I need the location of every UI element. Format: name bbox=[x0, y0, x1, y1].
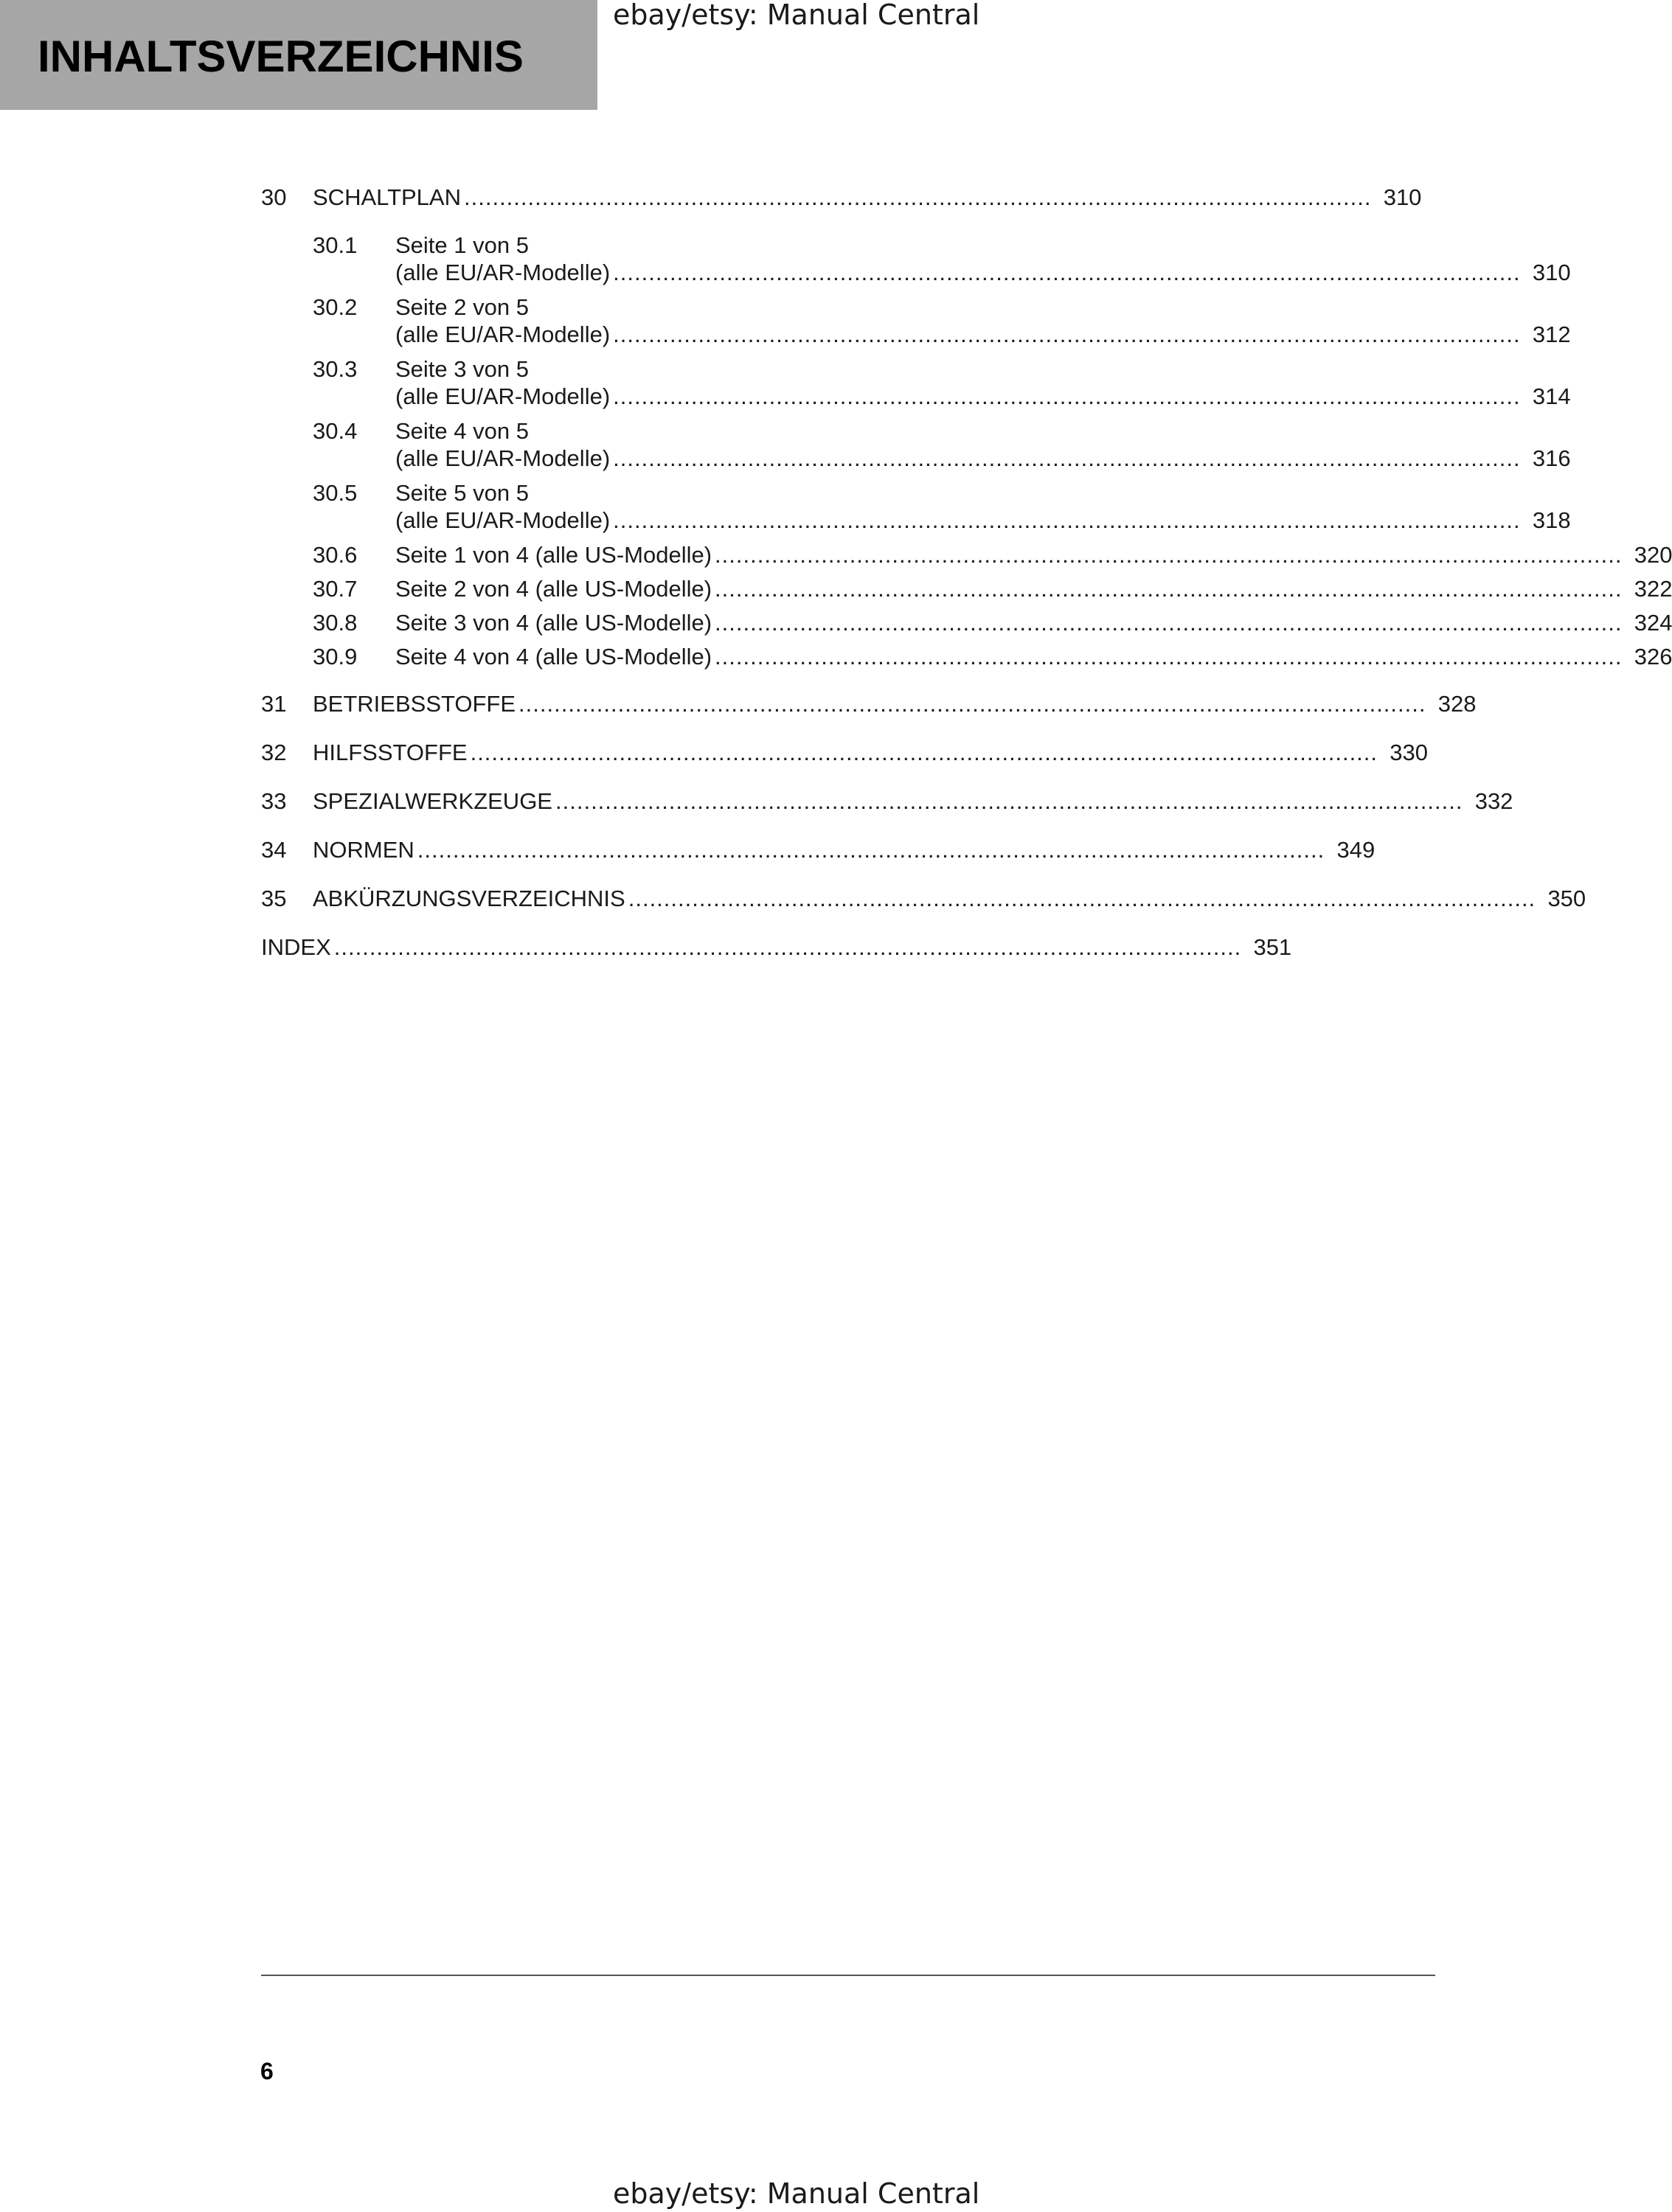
toc-entry-30-4-line1[interactable] bbox=[261, 417, 829, 446]
toc-entry-32[interactable] bbox=[261, 738, 1429, 768]
toc-leader-dots: ................................................................................................................................ bbox=[470, 740, 1378, 765]
toc-entry-30-9[interactable] bbox=[261, 642, 1672, 672]
toc-leader-dots: ................................................................................................................................ bbox=[613, 507, 1521, 533]
toc-page: 310 bbox=[1383, 184, 1422, 210]
toc-title-line1: Seite 3 von 5 bbox=[395, 356, 529, 382]
toc-page: 314 bbox=[1532, 383, 1571, 409]
toc-title-line1: Seite 5 von 5 bbox=[395, 480, 529, 506]
toc-number: 31 bbox=[261, 691, 287, 717]
toc-page: 316 bbox=[1532, 445, 1571, 471]
toc-entry-30[interactable] bbox=[261, 183, 1422, 212]
toc-leader-dots: ................................................................................................................................ bbox=[555, 788, 1463, 814]
toc-number: 34 bbox=[261, 837, 287, 863]
toc-title: Seite 2 von 4 (alle US-Modelle) bbox=[395, 576, 712, 602]
toc-number: 30.5 bbox=[313, 480, 358, 506]
toc-number: 30.4 bbox=[313, 418, 358, 444]
toc-number: 30.6 bbox=[313, 542, 358, 568]
toc-number: 30 bbox=[261, 184, 287, 210]
toc-title-line2: (alle EU/AR-Modelle) bbox=[395, 445, 611, 471]
toc-title: Seite 4 von 4 (alle US-Modelle) bbox=[395, 644, 712, 669]
toc-entry-30-4[interactable] bbox=[261, 444, 1571, 473]
toc-leader-dots: ................................................................................................................................ bbox=[333, 934, 1242, 960]
toc-title: INDEX bbox=[261, 934, 331, 960]
toc-entry-31[interactable] bbox=[261, 689, 1477, 719]
toc-title-line2: (alle EU/AR-Modelle) bbox=[395, 260, 611, 285]
toc-number: 30.3 bbox=[313, 356, 358, 382]
toc-number: 30.7 bbox=[313, 576, 358, 602]
toc-entry-30-5-line1[interactable] bbox=[261, 479, 829, 508]
toc-page: 322 bbox=[1634, 576, 1672, 602]
toc-page: 326 bbox=[1634, 644, 1672, 669]
toc-title-line2: (alle EU/AR-Modelle) bbox=[395, 321, 611, 347]
toc-number: 30.8 bbox=[313, 610, 358, 636]
toc-number: 35 bbox=[261, 886, 287, 911]
toc-title-line1: Seite 2 von 5 bbox=[395, 294, 529, 320]
toc-page: 328 bbox=[1437, 691, 1477, 717]
toc-title: HILFSSTOFFE bbox=[313, 740, 468, 765]
toc-leader-dots: ................................................................................................................................ bbox=[417, 837, 1325, 863]
toc-title: Seite 1 von 4 (alle US-Modelle) bbox=[395, 542, 712, 568]
toc-page: 350 bbox=[1547, 886, 1586, 911]
toc-page: 310 bbox=[1532, 260, 1571, 285]
toc-leader-dots: ................................................................................................................................ bbox=[613, 383, 1521, 409]
toc-leader-dots: ................................................................................................................................ bbox=[613, 321, 1521, 347]
toc-entry-30-8[interactable] bbox=[261, 608, 1672, 638]
toc-leader-dots: ................................................................................................................................ bbox=[628, 886, 1536, 911]
toc-entry-30-1-line1[interactable] bbox=[261, 231, 829, 260]
toc-leader-dots: ................................................................................................................................ bbox=[715, 644, 1623, 669]
toc-entry-index[interactable] bbox=[261, 933, 1292, 962]
toc-leader-dots: ................................................................................................................................ bbox=[715, 610, 1623, 636]
toc-entry-30-2-line1[interactable] bbox=[261, 293, 829, 322]
toc-title: Seite 3 von 4 (alle US-Modelle) bbox=[395, 610, 712, 636]
toc-number: 30.9 bbox=[313, 644, 358, 669]
toc-entry-30-6[interactable] bbox=[261, 540, 1672, 570]
toc-number: 33 bbox=[261, 788, 287, 814]
toc-leader-dots: ................................................................................................................................ bbox=[715, 542, 1623, 568]
toc-entry-34[interactable] bbox=[261, 835, 1376, 865]
page-number: 6 bbox=[260, 2058, 274, 2084]
toc-page: 312 bbox=[1532, 321, 1571, 347]
toc-title-line2: (alle EU/AR-Modelle) bbox=[395, 383, 611, 409]
toc-leader-dots: ................................................................................................................................ bbox=[613, 445, 1521, 471]
footer-divider bbox=[261, 1975, 1435, 1976]
toc-entry-33[interactable] bbox=[261, 787, 1513, 816]
toc-title: SCHALTPLAN bbox=[313, 184, 461, 210]
toc-page: 318 bbox=[1532, 507, 1571, 533]
toc-page: 332 bbox=[1474, 788, 1513, 814]
toc-page: 349 bbox=[1336, 837, 1376, 863]
toc-number: 30.1 bbox=[313, 232, 358, 258]
toc-number: 30.2 bbox=[313, 294, 358, 320]
toc-leader-dots: ................................................................................................................................ bbox=[464, 184, 1372, 210]
toc-number: 32 bbox=[261, 740, 287, 765]
toc-title: NORMEN bbox=[313, 837, 414, 863]
watermark-top: ebay/etsy: Manual Central bbox=[613, 0, 980, 31]
toc-title: BETRIEBSSTOFFE bbox=[313, 691, 516, 717]
page-title: INHALTSVERZEICHNIS bbox=[38, 32, 524, 81]
toc-page: 320 bbox=[1634, 542, 1672, 568]
toc-page: 324 bbox=[1634, 610, 1672, 636]
watermark-bottom: ebay/etsy: Manual Central bbox=[613, 2177, 980, 2210]
toc-entry-30-2[interactable] bbox=[261, 320, 1571, 349]
toc-page: 351 bbox=[1253, 934, 1292, 960]
toc-title-line2: (alle EU/AR-Modelle) bbox=[395, 507, 611, 533]
toc-leader-dots: ................................................................................................................................ bbox=[613, 260, 1521, 285]
toc-title-line1: Seite 1 von 5 bbox=[395, 232, 529, 258]
toc-entry-30-5[interactable] bbox=[261, 506, 1571, 535]
toc-entry-30-7[interactable] bbox=[261, 574, 1672, 604]
toc-leader-dots: ................................................................................................................................ bbox=[518, 691, 1426, 717]
toc-leader-dots: ................................................................................................................................ bbox=[715, 576, 1623, 602]
toc-title-line1: Seite 4 von 5 bbox=[395, 418, 529, 444]
toc-title: SPEZIALWERKZEUGE bbox=[313, 788, 552, 814]
toc-page: 330 bbox=[1390, 740, 1429, 765]
toc-entry-35[interactable] bbox=[261, 884, 1586, 914]
toc-entry-30-1[interactable] bbox=[261, 258, 1571, 288]
toc-title: ABKÜRZUNGSVERZEICHNIS bbox=[313, 886, 625, 911]
toc-entry-30-3-line1[interactable] bbox=[261, 355, 829, 384]
toc-entry-30-3[interactable] bbox=[261, 382, 1571, 411]
